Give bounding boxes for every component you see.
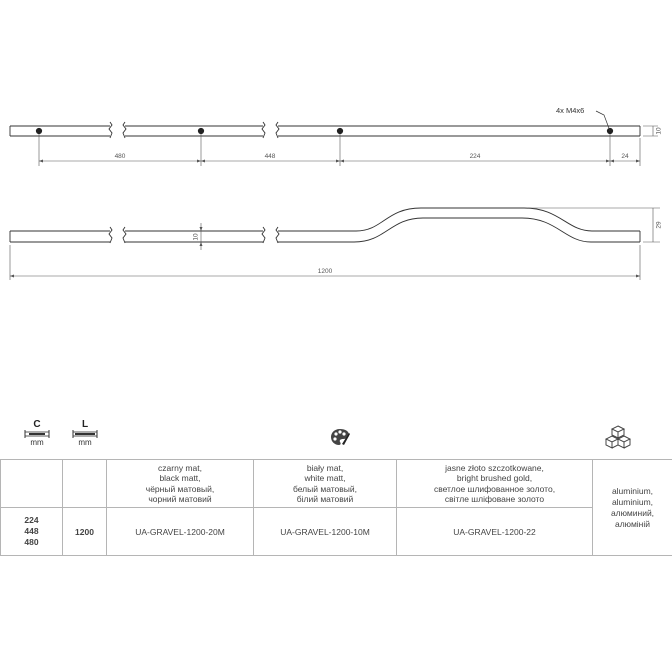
finish-1-line-1: czarny mat,	[158, 462, 202, 473]
technical-drawing	[0, 0, 672, 300]
material-header	[605, 425, 631, 449]
c-unit: mm	[30, 438, 44, 447]
material-line-1: aluminium,	[611, 485, 654, 496]
finish-3-line-1: jasne złoto szczotkowane,	[445, 462, 544, 473]
finish-3-code: UA-GRAVEL-1200-22	[397, 508, 593, 556]
finish-1-line-2: black matt,	[159, 473, 201, 483]
material-cell	[593, 460, 672, 556]
dim-top-height: 10	[655, 127, 663, 135]
l-header	[70, 419, 100, 447]
c-values-cell	[1, 508, 63, 556]
finish-2-line-3: белый матовый,	[292, 483, 358, 494]
cubes-icon	[605, 425, 631, 449]
c-header	[22, 419, 52, 447]
l-unit: mm	[78, 438, 92, 447]
table-row-codes	[1, 508, 672, 556]
top-view	[10, 122, 640, 138]
spec-table	[0, 459, 672, 556]
c-empty-cell	[1, 460, 63, 508]
material-line-3: алюминий,	[610, 507, 655, 518]
dim-448: 448	[264, 153, 276, 160]
hole-note: 4x M4x6	[556, 106, 585, 115]
dim-224: 224	[469, 153, 481, 160]
dim-480: 480	[114, 153, 126, 160]
dim-side-inner: 10	[192, 233, 200, 241]
c-value-2: 448	[24, 526, 39, 536]
finish-3-line-2: bright brushed gold,	[456, 473, 533, 483]
side-view	[10, 208, 640, 243]
finish-2-line-4: білий матовий	[296, 494, 354, 504]
finish-1-line-3: чёрный матовый,	[145, 483, 215, 494]
dim-side-height: 29	[655, 221, 663, 229]
c-value-3: 480	[24, 537, 39, 547]
c-dimension-icon	[24, 430, 50, 438]
finish-1-line-4: чорний матовий	[148, 494, 212, 504]
finish-3-line-4: світле шліфоване золото	[444, 494, 545, 504]
c-letter: C	[33, 419, 41, 430]
material-line-4: алюміній	[614, 518, 651, 529]
finish-2-name	[254, 460, 397, 508]
l-empty-cell	[63, 460, 107, 508]
l-letter: L	[81, 419, 89, 430]
finish-3-line-3: светлое шлифованное золото,	[433, 483, 556, 494]
dim-24: 24	[621, 153, 629, 160]
top-dimension-lines	[39, 126, 658, 166]
spec-header	[0, 415, 672, 457]
material-line-2: aluminium,	[611, 496, 654, 507]
finish-3-name	[397, 460, 593, 508]
hole-leader	[596, 111, 610, 131]
finish-1-code: UA-GRAVEL-1200-20M	[107, 508, 254, 556]
dim-length: 1200	[317, 268, 333, 275]
finish-2-line-2: white matt,	[304, 473, 346, 483]
finish-1-name	[107, 460, 254, 508]
l-dimension-icon	[72, 430, 98, 438]
l-value-cell: 1200	[63, 508, 107, 556]
table-row-finishes	[1, 460, 672, 508]
finish-2-line-1: biały mat,	[306, 462, 344, 473]
palette-icon	[330, 427, 350, 447]
finish-header	[330, 427, 350, 447]
finish-2-code: UA-GRAVEL-1200-10M	[254, 508, 397, 556]
c-value-1: 224	[24, 515, 39, 525]
